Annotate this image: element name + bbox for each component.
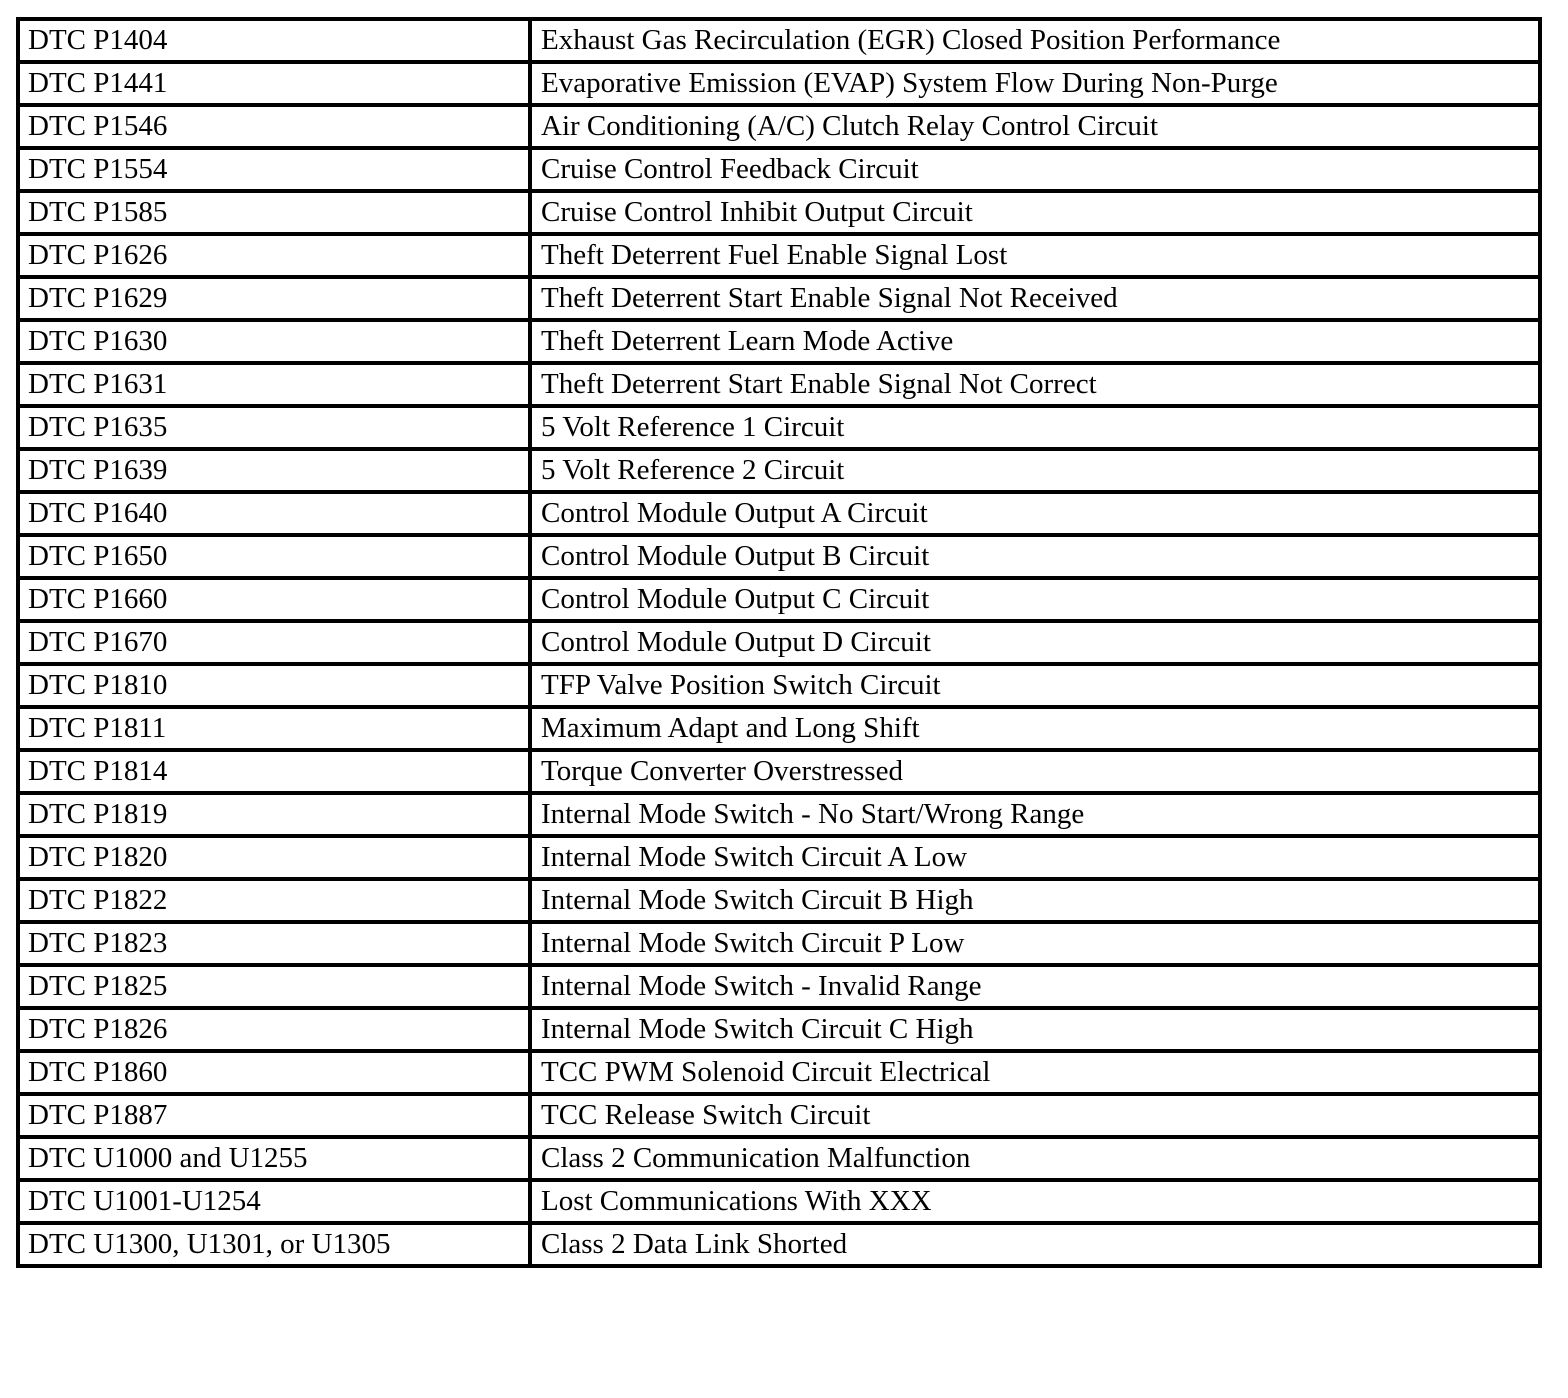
table-row (18, 535, 1540, 578)
table-row (18, 1094, 1540, 1137)
dtc-code-cell: DTC P1554 (18, 148, 530, 191)
dtc-code-cell: DTC P1810 (18, 664, 530, 707)
table-row (18, 406, 1540, 449)
table-row (18, 965, 1540, 1008)
dtc-code-cell: DTC P1814 (18, 750, 530, 793)
dtc-description-cell: Cruise Control Inhibit Output Circuit (530, 191, 1540, 234)
dtc-code-cell: DTC U1000 and U1255 (18, 1137, 530, 1180)
dtc-description-cell: Evaporative Emission (EVAP) System Flow During Non-Purge (530, 62, 1540, 105)
dtc-description-cell: Maximum Adapt and Long Shift (530, 707, 1540, 750)
dtc-description-cell: Control Module Output B Circuit (530, 535, 1540, 578)
dtc-code-cell: DTC P1629 (18, 277, 530, 320)
dtc-description-cell: Air Conditioning (A/C) Clutch Relay Control Circuit (530, 105, 1540, 148)
dtc-description-cell: 5 Volt Reference 1 Circuit (530, 406, 1540, 449)
table-row (18, 191, 1540, 234)
table-row (18, 1051, 1540, 1094)
table-row (18, 621, 1540, 664)
dtc-description-cell: Class 2 Data Link Shorted (530, 1223, 1540, 1266)
dtc-description-cell: Internal Mode Switch - Invalid Range (530, 965, 1540, 1008)
dtc-description-cell: TCC PWM Solenoid Circuit Electrical (530, 1051, 1540, 1094)
table-row (18, 492, 1540, 535)
dtc-code-cell: DTC P1826 (18, 1008, 530, 1051)
dtc-description-cell: Internal Mode Switch Circuit C High (530, 1008, 1540, 1051)
table-row (18, 449, 1540, 492)
dtc-code-cell: DTC P1630 (18, 320, 530, 363)
dtc-code-cell: DTC P1670 (18, 621, 530, 664)
table-row (18, 664, 1540, 707)
dtc-code-cell: DTC P1404 (18, 19, 530, 62)
dtc-code-cell: DTC P1860 (18, 1051, 530, 1094)
dtc-description-cell: Theft Deterrent Fuel Enable Signal Lost (530, 234, 1540, 277)
dtc-description-cell: Class 2 Communication Malfunction (530, 1137, 1540, 1180)
dtc-code-cell: DTC P1626 (18, 234, 530, 277)
dtc-code-cell: DTC U1001-U1254 (18, 1180, 530, 1223)
table-row (18, 836, 1540, 879)
dtc-description-cell: TFP Valve Position Switch Circuit (530, 664, 1540, 707)
dtc-code-cell: DTC P1650 (18, 535, 530, 578)
dtc-code-cell: DTC P1441 (18, 62, 530, 105)
dtc-code-cell: DTC P1822 (18, 879, 530, 922)
table-row (18, 105, 1540, 148)
dtc-code-cell: DTC P1811 (18, 707, 530, 750)
dtc-code-cell: DTC P1639 (18, 449, 530, 492)
table-row (18, 922, 1540, 965)
dtc-description-cell: Control Module Output D Circuit (530, 621, 1540, 664)
table-row (18, 578, 1540, 621)
dtc-description-cell: Control Module Output A Circuit (530, 492, 1540, 535)
table-row (18, 234, 1540, 277)
table-row (18, 879, 1540, 922)
dtc-code-cell: DTC P1820 (18, 836, 530, 879)
table-row (18, 750, 1540, 793)
dtc-code-cell: DTC U1300, U1301, or U1305 (18, 1223, 530, 1266)
dtc-description-cell: Internal Mode Switch - No Start/Wrong Range (530, 793, 1540, 836)
table-row (18, 1137, 1540, 1180)
table-row (18, 19, 1540, 62)
dtc-code-cell: DTC P1819 (18, 793, 530, 836)
dtc-code-cell: DTC P1585 (18, 191, 530, 234)
dtc-description-cell: Exhaust Gas Recirculation (EGR) Closed Position Performance (530, 19, 1540, 62)
dtc-code-cell: DTC P1823 (18, 922, 530, 965)
table-row (18, 363, 1540, 406)
dtc-description-cell: Torque Converter Overstressed (530, 750, 1540, 793)
table-row (18, 62, 1540, 105)
dtc-table-body (18, 19, 1540, 1266)
dtc-description-cell: Theft Deterrent Learn Mode Active (530, 320, 1540, 363)
table-row (18, 320, 1540, 363)
dtc-description-cell: Internal Mode Switch Circuit B High (530, 879, 1540, 922)
dtc-code-cell: DTC P1660 (18, 578, 530, 621)
dtc-description-cell: TCC Release Switch Circuit (530, 1094, 1540, 1137)
table-row (18, 148, 1540, 191)
table-row (18, 1008, 1540, 1051)
dtc-description-cell: 5 Volt Reference 2 Circuit (530, 449, 1540, 492)
dtc-code-cell: DTC P1635 (18, 406, 530, 449)
dtc-description-cell: Theft Deterrent Start Enable Signal Not Correct (530, 363, 1540, 406)
dtc-code-cell: DTC P1631 (18, 363, 530, 406)
table-row (18, 1180, 1540, 1223)
dtc-description-cell: Lost Communications With XXX (530, 1180, 1540, 1223)
table-row (18, 707, 1540, 750)
dtc-description-cell: Theft Deterrent Start Enable Signal Not Received (530, 277, 1540, 320)
dtc-description-cell: Internal Mode Switch Circuit P Low (530, 922, 1540, 965)
dtc-code-cell: DTC P1887 (18, 1094, 530, 1137)
dtc-description-cell: Internal Mode Switch Circuit A Low (530, 836, 1540, 879)
table-row (18, 277, 1540, 320)
dtc-description-cell: Cruise Control Feedback Circuit (530, 148, 1540, 191)
dtc-description-cell: Control Module Output C Circuit (530, 578, 1540, 621)
dtc-code-cell: DTC P1640 (18, 492, 530, 535)
table-row (18, 1223, 1540, 1266)
dtc-table (16, 17, 1542, 1268)
dtc-code-cell: DTC P1546 (18, 105, 530, 148)
dtc-code-cell: DTC P1825 (18, 965, 530, 1008)
table-row (18, 793, 1540, 836)
